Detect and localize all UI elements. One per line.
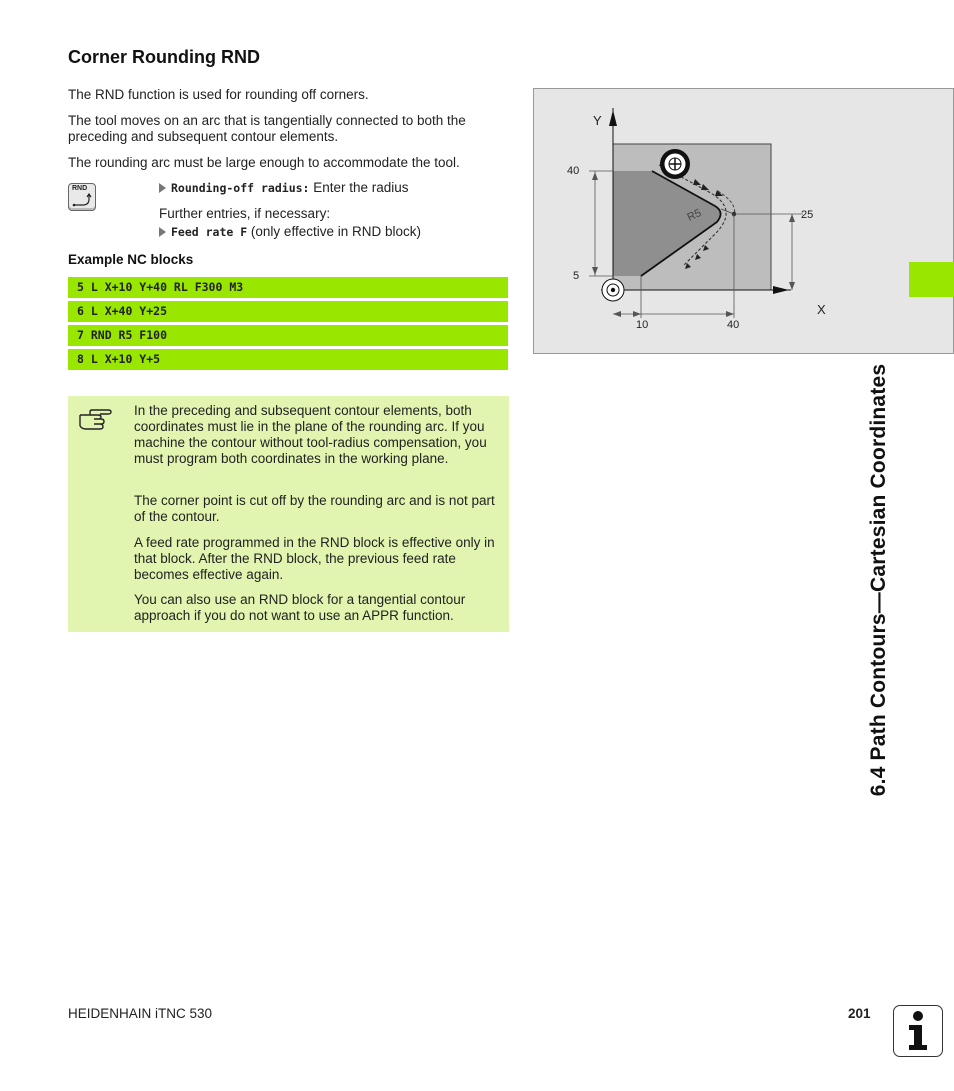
x-axis-label: X: [817, 302, 826, 317]
note-paragraph: The corner point is cut off by the rounding arc and is not part of the contour.: [134, 493, 495, 524]
feed-text: (only effective in RND block): [247, 224, 421, 239]
nc-block-row: 5 L X+10 Y+40 RL F300 M3: [68, 277, 508, 298]
section-title: Corner Rounding RND: [68, 47, 260, 67]
y-dim-40: 40: [567, 165, 580, 177]
footer-product: HEIDENHAIN iTNC 530: [68, 1006, 213, 1021]
intro-paragraph: The RND function is used for rounding off corners.: [68, 87, 369, 102]
note-paragraph: A feed rate programmed in the RND block is effective only in that block. After the RND block, the previous feed rate becomes effective again.: [134, 535, 495, 582]
tangential-paragraph: The tool moves on an arc that is tangentially connected to both the preceding and subsequent contour elements.: [68, 113, 466, 144]
chapter-side-title: 6.4 Path Contours—Cartesian Coordinates: [867, 363, 890, 797]
x-dim-10: 10: [636, 319, 649, 331]
nc-block-row: 6 L X+40 Y+25: [68, 301, 508, 322]
note-paragraph: You can also use an RND block for a tangential contour approach if you do not want to use an APPR function.: [134, 592, 466, 623]
info-glyph: [894, 1006, 941, 1055]
entry-feed-rate: [159, 224, 421, 240]
rnd-key-label: RND: [72, 185, 88, 192]
triangle-bullet-icon: [159, 183, 166, 193]
y-dim-5: 5: [573, 270, 580, 282]
info-icon[interactable]: [893, 1005, 943, 1057]
further-entries-label: Further entries, if necessary:: [159, 206, 331, 221]
page-number: 201: [848, 1006, 871, 1021]
x-dim-40: 40: [727, 319, 740, 331]
nc-block-row: 8 L X+10 Y+5: [68, 349, 508, 370]
rnd-contour-figure: [533, 88, 954, 354]
origin-datum-icon: [602, 279, 624, 301]
note-paragraph: In the preceding and subsequent contour elements, both coordinates must lie in the plane of the rounding arc. If you machine the contour without tool-radius compensation, you must program both coordinates in the working plane.: [134, 403, 487, 466]
chapter-tab: [909, 262, 954, 297]
milling-cutter-icon: [660, 149, 690, 179]
example-heading: Example NC blocks: [68, 252, 194, 267]
y-axis-label: Y: [593, 113, 602, 128]
arc-size-paragraph: The rounding arc must be large enough to accommodate the tool.: [68, 155, 460, 170]
y-dim-25: 25: [801, 209, 814, 221]
triangle-bullet-icon: [159, 227, 166, 237]
radius-text: Enter the radius: [309, 180, 409, 195]
feed-code: Feed rate F: [171, 225, 248, 239]
rnd-key-icon: [68, 183, 96, 211]
rnd-arc-icon: [71, 193, 93, 207]
radius-code: Rounding-off radius:: [171, 181, 310, 195]
entry-rounding-radius: [159, 180, 409, 196]
note-box: [68, 396, 509, 632]
nc-block-row: 7 RND R5 F100: [68, 325, 508, 346]
radius-label: R5: [685, 207, 704, 224]
pointing-hand-icon: [78, 406, 114, 432]
